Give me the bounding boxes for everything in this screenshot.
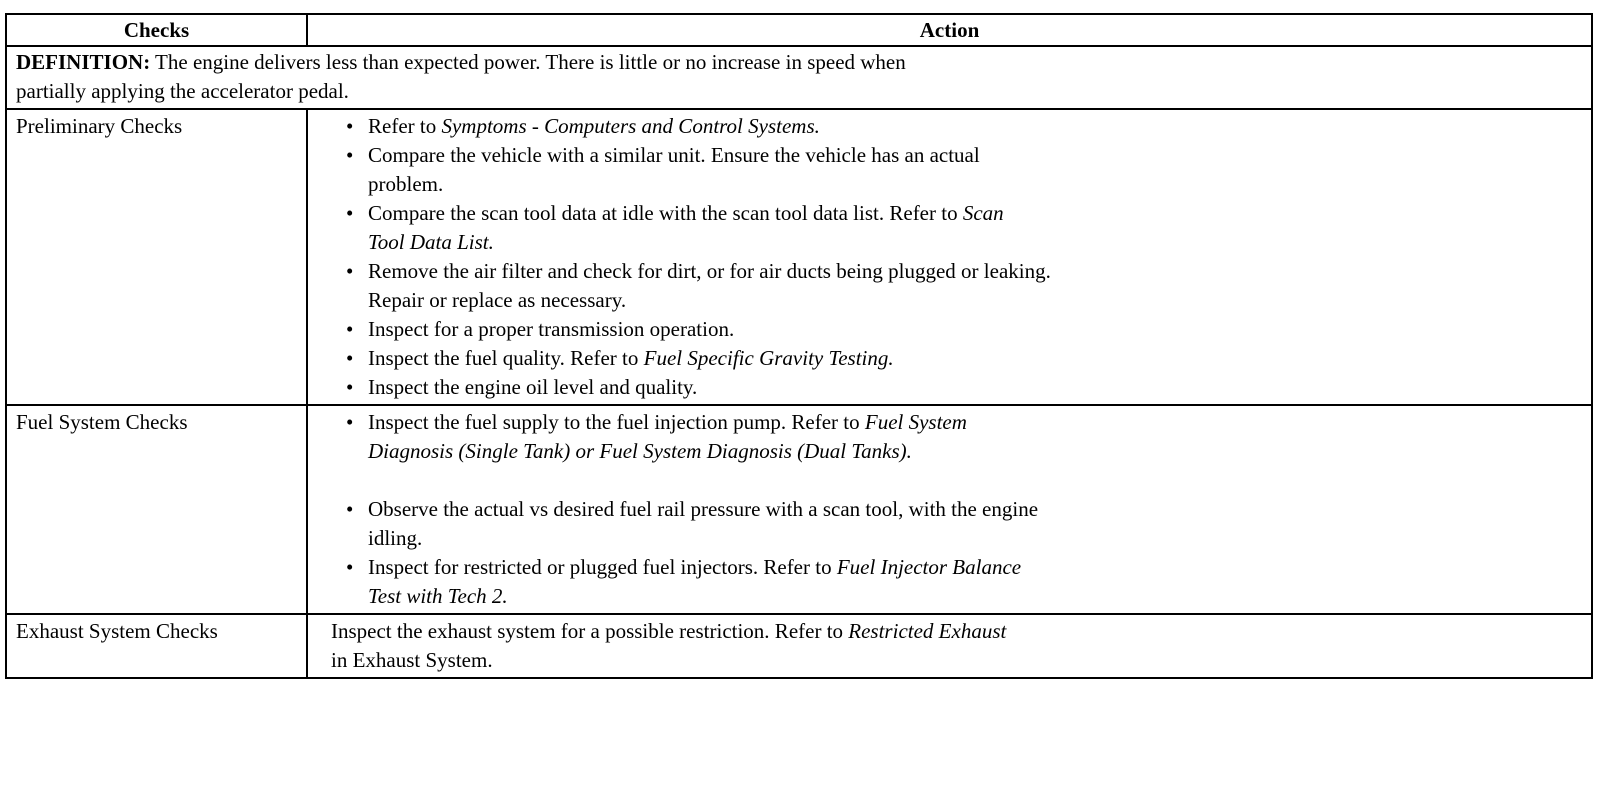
list-item: • Compare the vehicle with a similar unit. Ensure the vehicle has an actual problem. bbox=[344, 141, 1378, 199]
spacer bbox=[344, 466, 1591, 495]
action-preliminary bbox=[307, 109, 1592, 405]
diagnostic-table bbox=[5, 13, 1593, 679]
reference-link[interactable]: Diagnosis (Single Tank) or Fuel System Diagnosis (Dual Tanks). bbox=[368, 439, 912, 463]
reference-link[interactable]: Symptoms - Computers and Control Systems. bbox=[441, 114, 820, 138]
definition-row bbox=[6, 46, 1592, 109]
check-exhaust: Exhaust System Checks bbox=[6, 614, 307, 678]
action-column-header: Action bbox=[307, 14, 1592, 46]
reference-link[interactable]: Tool Data List. bbox=[368, 230, 494, 254]
action-fuel bbox=[307, 405, 1592, 614]
definition-label: DEFINITION: bbox=[16, 50, 151, 74]
reference-link[interactable]: Restricted Exhaust bbox=[848, 619, 1007, 643]
list-item: • Refer to Symptoms - Computers and Control Systems. bbox=[344, 112, 1378, 141]
list-item: • Compare the scan tool data at idle with the scan tool data list. Refer to Scan Tool Data List. bbox=[344, 199, 1378, 257]
list-item: • Inspect the fuel supply to the fuel injection pump. Refer to Fuel System Diagnosis (Single Tank) or Fuel System Diagnosis (Dual Tanks). bbox=[344, 408, 1378, 466]
table-row-exhaust bbox=[6, 614, 1592, 678]
definition-line-2: partially applying the accelerator pedal. bbox=[16, 79, 349, 103]
reference-link[interactable]: Test with Tech 2. bbox=[368, 584, 508, 608]
check-preliminary: Preliminary Checks bbox=[6, 109, 307, 405]
definition-line-1 bbox=[16, 48, 1582, 77]
list-item: • Inspect for restricted or plugged fuel injectors. Refer to Fuel Injector Balance Test with Tech 2. bbox=[344, 553, 1378, 611]
reference-link[interactable]: Fuel System bbox=[864, 410, 967, 434]
list-item: • Remove the air filter and check for dirt, or for air ducts being plugged or leaking. Repair or replace as necessary. bbox=[344, 257, 1378, 315]
checks-column-header: Checks bbox=[6, 14, 307, 46]
definition-text: The engine delivers less than expected power. There is little or no increase in speed when bbox=[150, 50, 906, 74]
reference-link[interactable]: Scan bbox=[962, 201, 1004, 225]
list-item: • Inspect the engine oil level and quality. bbox=[344, 373, 1378, 402]
action-exhaust bbox=[307, 614, 1592, 678]
table-row-preliminary bbox=[6, 109, 1592, 405]
definition-cell bbox=[6, 46, 1592, 109]
reference-link[interactable]: Fuel Specific Gravity Testing. bbox=[643, 346, 894, 370]
list-item: • Inspect for a proper transmission operation. bbox=[344, 315, 1378, 344]
reference-link[interactable]: Fuel Injector Balance bbox=[836, 555, 1022, 579]
table-header-row bbox=[6, 14, 1592, 46]
check-fuel: Fuel System Checks bbox=[6, 405, 307, 614]
list-item: • Inspect the fuel quality. Refer to Fuel Specific Gravity Testing. bbox=[344, 344, 1378, 373]
action-line: in Exhaust System. bbox=[331, 648, 493, 672]
table-row-fuel bbox=[6, 405, 1592, 614]
list-item: • Observe the actual vs desired fuel rail pressure with a scan tool, with the engine idling. bbox=[344, 495, 1378, 553]
action-line: Inspect the exhaust system for a possible restriction. Refer to Restricted Exhaust bbox=[331, 619, 1007, 643]
